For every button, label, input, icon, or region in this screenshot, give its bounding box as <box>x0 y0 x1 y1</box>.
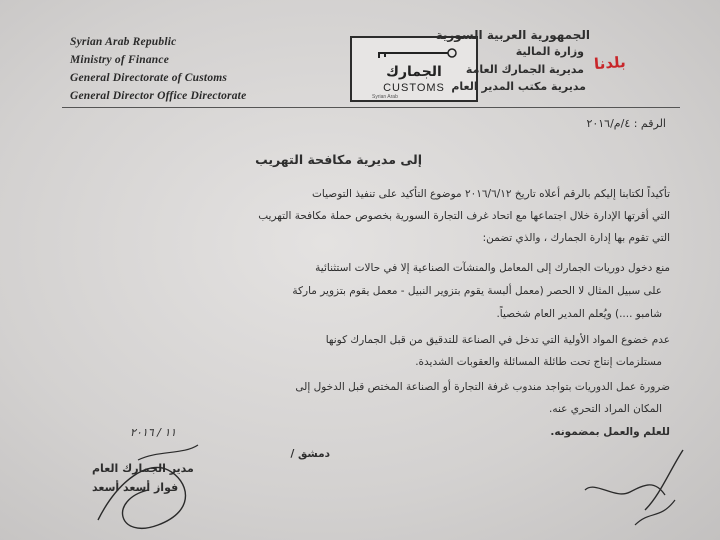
watermark-logo: بلدنا <box>593 52 627 74</box>
logo-arabic-word: الجمارك <box>386 64 442 80</box>
item-2-line-1: عدم خضوع المواد الأولية التي تدخل في الصناعة للتدقيق من قبل الجمارك كونها <box>325 334 670 346</box>
header-ar-line-3: مديرية الجمارك العامة <box>465 63 584 76</box>
item-2-line-2: مستلزمات إنتاج تحت طائلة المسائلة والعقوبات الشديدة. <box>415 356 662 368</box>
footer-place: دمشق / <box>290 448 330 460</box>
item-1-line-2: على سبيل المثال لا الحصر (معمل ألبسة يقوم بتزوير النبيل - معمل يقوم بتزوير ماركة <box>292 285 662 297</box>
signatory-name: فواز أسعد أسعد <box>92 481 179 494</box>
item-1-line-1: منع دخول دوريات الجمارك إلى المعامل والمنشآت الصناعية إلا في حالات استثنائية <box>315 262 670 274</box>
logo-small-text: Syrian Arab <box>372 94 398 100</box>
header-ar-line-4: مديرية مكتب المدير العام <box>451 80 586 93</box>
header-en-line-1: Syrian Arab Republic <box>70 36 177 48</box>
body-intro-line-1: تأكيداً لكتابنا إليكم بالرقم أعلاه تاريخ ٢٠١٦/٦/١٢ موضوع التأكيد على تنفيذ التوصيات <box>312 188 670 200</box>
body-intro-line-2: التي أقرتها الإدارة خلال اجتماعها مع اتحاد غرف التجارة السورية بخصوص حملة مكافحة التهريب <box>258 210 670 222</box>
footer-date: ١١ / ٢٠١٦ <box>130 426 177 439</box>
header-divider <box>62 107 680 108</box>
key-icon <box>372 48 460 58</box>
recipient-heading: إلى مديرية مكافحة التهريب <box>255 152 422 167</box>
logo-english-word: CUSTOMS <box>383 82 445 94</box>
item-3-line-1: ضرورة عمل الدوريات بتواجد مندوب غرفة التجارة أو الصناعة المختص قبل الدخول إلى <box>295 381 670 393</box>
handwritten-signature-left <box>88 440 218 535</box>
header-en-line-4: General Director Office Directorate <box>70 90 247 102</box>
signatory-title: مدير الجمارك العام <box>92 462 194 475</box>
reference-number: الرقم : ٤/م/٢٠١٦ <box>586 117 666 130</box>
header-en-line-3: General Directorate of Customs <box>70 72 228 84</box>
header-ar-line-2: وزارة المالية <box>515 45 584 58</box>
item-1-line-3: شامبو ....) ويُعلم المدير العام شخصياً. <box>496 308 662 320</box>
closing-line: للعلم والعمل بمضمونه. <box>550 426 670 438</box>
header-ar-line-1: الجمهورية العربية السورية <box>435 28 590 42</box>
body-intro-line-3: التي تقوم بها إدارة الجمارك ، والذي تضمن: <box>482 232 670 244</box>
header-en-line-2: Ministry of Finance <box>70 54 170 66</box>
handwritten-signature-right <box>575 440 695 530</box>
item-3-line-2: المكان المراد التحري عنه. <box>549 403 662 415</box>
